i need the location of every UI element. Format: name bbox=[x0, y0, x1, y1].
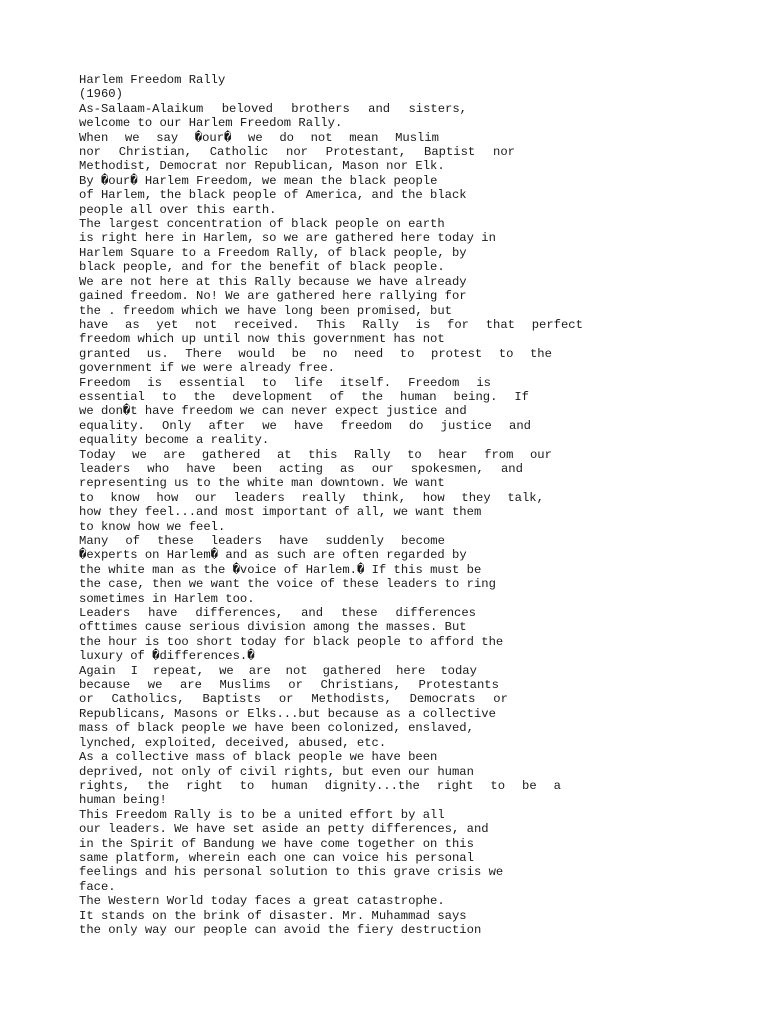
text-line: the case, then we want the voice of these leaders to ring bbox=[79, 577, 496, 592]
word: as bbox=[125, 317, 140, 332]
text-line: same platform, wherein each one can voice his personal bbox=[79, 850, 474, 865]
word: right bbox=[436, 778, 474, 793]
word: I bbox=[130, 663, 138, 678]
word: have bbox=[79, 317, 109, 332]
word: Only bbox=[162, 418, 192, 433]
word: perfect bbox=[531, 317, 583, 332]
text-line: lynched, exploited, deceived, abused, etc. bbox=[79, 735, 387, 750]
word: sisters, bbox=[408, 101, 467, 116]
text-line: The Western World today faces a great catastrophe. bbox=[79, 894, 445, 909]
word: is bbox=[147, 375, 162, 390]
word: Freedom bbox=[408, 375, 460, 390]
word: and bbox=[368, 101, 391, 116]
word: mean bbox=[349, 130, 379, 145]
word: Democrats bbox=[409, 692, 476, 707]
word: Catholic bbox=[209, 145, 269, 160]
word: as bbox=[339, 461, 355, 476]
word: protest bbox=[431, 346, 483, 361]
word: leaders bbox=[233, 490, 285, 505]
word: nor bbox=[493, 145, 515, 160]
word: today bbox=[440, 663, 477, 678]
word: to bbox=[261, 375, 277, 390]
word: brothers bbox=[291, 101, 350, 116]
text-line: the . freedom which we have long been promised, but bbox=[79, 303, 452, 318]
text-line bbox=[79, 534, 445, 548]
word: been bbox=[232, 461, 262, 476]
text-line: the hour is too short today for black people to afford the bbox=[79, 634, 504, 649]
word: itself. bbox=[339, 375, 392, 390]
word: we bbox=[219, 663, 234, 678]
word: This bbox=[316, 317, 346, 332]
word: �our� bbox=[194, 130, 232, 145]
text-line bbox=[79, 390, 529, 404]
word: and bbox=[500, 461, 523, 476]
word: we bbox=[147, 678, 163, 693]
word: human bbox=[400, 389, 437, 404]
word: development bbox=[232, 389, 313, 404]
text-line: ofttimes cause serious division among the masses. But bbox=[79, 620, 467, 635]
text-line: of Harlem, the black people of America, and the black bbox=[79, 188, 467, 203]
text-line bbox=[79, 102, 467, 116]
word: say bbox=[156, 130, 179, 145]
word: to bbox=[407, 447, 422, 462]
text-line: government if we were already free. bbox=[79, 361, 335, 376]
document-body bbox=[79, 73, 599, 937]
word: suddenly bbox=[325, 534, 384, 548]
word: talk, bbox=[507, 490, 544, 505]
text-line: The largest concentration of black people on earth bbox=[79, 217, 445, 232]
word: the bbox=[529, 346, 552, 361]
word: essential bbox=[178, 375, 245, 390]
word: they bbox=[461, 490, 491, 505]
word: Again bbox=[79, 663, 116, 678]
word: are bbox=[179, 678, 202, 693]
word: beloved bbox=[221, 101, 273, 116]
word: As-Salaam-Alaikum bbox=[79, 101, 204, 116]
word: have bbox=[294, 418, 324, 433]
word: rights, bbox=[79, 778, 131, 793]
word: become bbox=[401, 534, 445, 548]
word: who bbox=[147, 461, 170, 476]
word: the bbox=[361, 389, 384, 404]
text-line: It stands on the brink of disaster. Mr. Muhammad says bbox=[79, 908, 467, 923]
word: us. bbox=[146, 346, 169, 361]
word: our bbox=[529, 447, 552, 462]
word: If bbox=[514, 389, 529, 404]
text-line: the only way our people can avoid the fiery destruction bbox=[79, 922, 482, 937]
text-line: representing us to the white man downtown. We want bbox=[79, 476, 445, 491]
word: at bbox=[276, 447, 292, 462]
text-line bbox=[79, 448, 552, 462]
word: being. bbox=[453, 389, 498, 404]
text-line: feelings and his personal solution to this grave crisis we bbox=[79, 865, 504, 880]
word: have bbox=[186, 461, 216, 476]
text-line bbox=[79, 347, 552, 361]
word: spokesmen, bbox=[410, 461, 484, 476]
word: would bbox=[238, 346, 275, 361]
word: or bbox=[278, 692, 294, 707]
word: received. bbox=[233, 317, 300, 332]
text-line: We are not here at this Rally because we have already bbox=[79, 274, 467, 289]
word: Freedom bbox=[79, 375, 131, 390]
word: When bbox=[79, 130, 109, 145]
word: to bbox=[490, 778, 506, 793]
word: after bbox=[208, 418, 246, 433]
word: Rally bbox=[362, 317, 399, 332]
text-line bbox=[79, 145, 515, 159]
word: is bbox=[476, 375, 491, 390]
text-line bbox=[79, 692, 508, 706]
word: for bbox=[447, 317, 469, 332]
text-line bbox=[79, 664, 477, 678]
text-line: (1960) bbox=[79, 87, 123, 102]
text-line: Harlem Square to a Freedom Rally, of black people, by bbox=[79, 245, 467, 260]
word: know bbox=[110, 490, 140, 505]
word: because bbox=[79, 678, 131, 693]
word: we bbox=[248, 130, 263, 145]
word: how bbox=[156, 490, 179, 505]
word: nor bbox=[79, 145, 101, 160]
text-line: is right here in Harlem, so we are gathered here today in bbox=[79, 231, 496, 246]
text-line: black people, and for the benefit of black people. bbox=[79, 260, 445, 275]
text-line: As a collective mass of black people we have been bbox=[79, 750, 438, 765]
word: the bbox=[147, 778, 170, 793]
text-line: Methodist, Democrat nor Republican, Mason nor Elk. bbox=[79, 159, 445, 174]
text-line bbox=[79, 779, 561, 793]
word: our bbox=[371, 461, 394, 476]
word: we bbox=[262, 418, 277, 433]
word: not bbox=[285, 663, 308, 678]
word: the bbox=[193, 389, 216, 404]
text-line: people all over this earth. bbox=[79, 202, 277, 217]
word: nor bbox=[286, 145, 308, 160]
text-line bbox=[79, 318, 583, 332]
word: a bbox=[553, 778, 561, 793]
text-line: equality become a reality. bbox=[79, 433, 270, 448]
text-line: �experts on Harlem� and as such are often regarded by bbox=[79, 548, 467, 563]
word: are bbox=[248, 663, 271, 678]
text-line: mass of black people we have been colonized, enslaved, bbox=[79, 721, 474, 736]
word: Catholics, bbox=[111, 692, 185, 707]
word: be bbox=[522, 778, 537, 793]
word: hear bbox=[438, 447, 468, 462]
text-line: our leaders. We have set aside an petty differences, and bbox=[79, 822, 489, 837]
word: yet bbox=[156, 317, 179, 332]
word: human bbox=[271, 778, 308, 793]
word: we bbox=[132, 447, 147, 462]
word: to bbox=[79, 490, 94, 505]
word: Muslims bbox=[219, 678, 271, 693]
word: really bbox=[301, 490, 346, 505]
text-line bbox=[79, 678, 499, 692]
word: Rally bbox=[353, 447, 391, 462]
word: Christian, bbox=[118, 145, 192, 160]
text-line: the white man as the �voice of Harlem.� If this must be bbox=[79, 562, 482, 577]
text-line: Republicans, Masons or Elks...but because as a collective bbox=[79, 706, 496, 721]
word: differences, bbox=[195, 606, 284, 621]
text-line bbox=[79, 419, 531, 433]
word: have bbox=[148, 606, 178, 621]
word: is bbox=[415, 317, 431, 332]
word: to bbox=[161, 389, 177, 404]
text-line bbox=[79, 606, 476, 620]
word: differences bbox=[395, 606, 476, 621]
word: of bbox=[125, 534, 140, 548]
word: Leaders bbox=[79, 606, 131, 621]
word: Methodists, bbox=[311, 692, 392, 707]
document-title: Harlem Freedom Rally bbox=[79, 73, 226, 87]
word: these bbox=[341, 606, 378, 621]
word: our bbox=[194, 490, 217, 505]
word: dignity...the bbox=[324, 778, 420, 793]
word: Protestants bbox=[418, 678, 499, 693]
word: no bbox=[322, 346, 338, 361]
word: Baptist bbox=[424, 145, 476, 160]
text-line bbox=[79, 491, 544, 505]
text-line: freedom which up until now this government has not bbox=[79, 332, 445, 347]
word: leaders bbox=[210, 534, 262, 548]
word: think, bbox=[362, 490, 407, 505]
word: how bbox=[422, 490, 445, 505]
text-line: face. bbox=[79, 879, 116, 894]
word: or bbox=[79, 692, 94, 707]
text-line: This Freedom Rally is to be a united effort by all bbox=[79, 807, 445, 822]
word: these bbox=[157, 534, 194, 548]
word: Christians, bbox=[320, 678, 401, 693]
word: do bbox=[408, 418, 424, 433]
word: we bbox=[124, 130, 140, 145]
word: Baptists bbox=[202, 692, 261, 707]
word: to bbox=[239, 778, 255, 793]
word: here bbox=[396, 663, 426, 678]
text-line bbox=[79, 376, 491, 390]
word: and bbox=[509, 418, 531, 433]
word: this bbox=[308, 447, 338, 462]
word: do bbox=[279, 130, 294, 145]
word: are bbox=[163, 447, 186, 462]
word: not bbox=[310, 130, 333, 145]
word: Today bbox=[79, 447, 116, 462]
word: or bbox=[493, 692, 508, 707]
word: There bbox=[185, 346, 222, 361]
word: that bbox=[485, 317, 515, 332]
text-line: to know how we feel. bbox=[79, 519, 226, 534]
word: not bbox=[195, 317, 218, 332]
word: repeat, bbox=[152, 663, 205, 678]
word: leaders bbox=[79, 461, 131, 476]
word: have bbox=[279, 534, 309, 548]
text-line: By �our� Harlem Freedom, we mean the black people bbox=[79, 173, 438, 188]
text-line: we don�t have freedom we can never expect justice and bbox=[79, 404, 467, 419]
word: equality. bbox=[79, 418, 145, 433]
word: gathered bbox=[322, 663, 382, 678]
text-line: human being! bbox=[79, 793, 167, 808]
word: life bbox=[293, 375, 323, 390]
text-line: sometimes in Harlem too. bbox=[79, 591, 255, 606]
word: granted bbox=[79, 346, 131, 361]
word: Protestant, bbox=[325, 145, 407, 160]
text-line bbox=[79, 462, 523, 476]
text-line: deprived, not only of civil rights, but even our human bbox=[79, 764, 474, 779]
word: gathered bbox=[201, 447, 261, 462]
word: to bbox=[399, 346, 415, 361]
word: Many bbox=[79, 534, 109, 548]
word: from bbox=[484, 447, 514, 462]
word: freedom bbox=[340, 418, 392, 433]
text-line: welcome to our Harlem Freedom Rally. bbox=[79, 116, 343, 131]
word: justice bbox=[440, 418, 492, 433]
text-line: how they feel...and most important of all, we want them bbox=[79, 505, 482, 520]
word: to bbox=[498, 346, 514, 361]
text-line: gained freedom. No! We are gathered here rallying for bbox=[79, 289, 467, 304]
word: acting bbox=[279, 461, 323, 476]
word: Muslim bbox=[395, 130, 439, 145]
word: of bbox=[329, 389, 345, 404]
document-page bbox=[79, 73, 599, 937]
text-line bbox=[79, 131, 439, 145]
text-line: luxury of �differences.� bbox=[79, 649, 255, 664]
word: and bbox=[301, 606, 324, 621]
word: right bbox=[186, 778, 223, 793]
word: essential bbox=[79, 389, 145, 404]
word: be bbox=[291, 346, 307, 361]
word: or bbox=[288, 678, 303, 693]
text-line: in the Spirit of Bandung we have come together on this bbox=[79, 836, 474, 851]
word: need bbox=[353, 346, 384, 361]
